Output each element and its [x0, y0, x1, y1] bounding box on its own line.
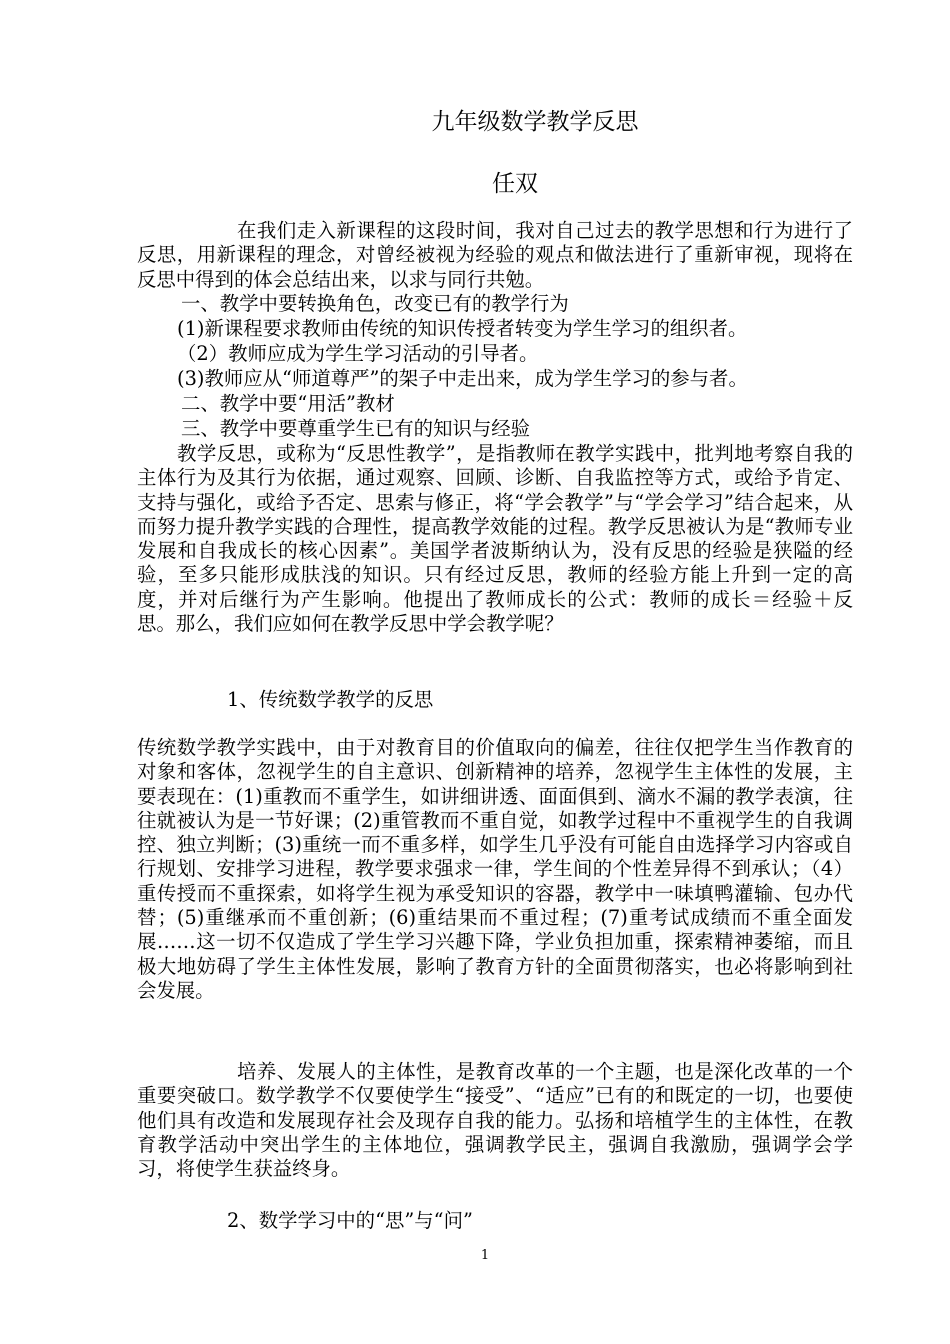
page-number: 1	[480, 1248, 490, 1263]
section-2-heading: 2、数学学习中的“思”与“问”	[227, 1209, 473, 1232]
section-1-paragraph: 传统数学教学实践中，由于对教育目的价值取向的偏差，往往仅把学生当作教育的对象和客体，忽视学生的自主意识、创新精神的培养，忽视学生主体性的发展，主要表现在：(1)重教而不重学生，如讲细讲透、面面俱到、滴水不漏的教学表演，往往就被认为是一节好课；(2)重管教而不重自觉，如教学过程中不重视学生的自我调控、独立判断；(3)重统一而不重多样，如学生几乎没有可能自由选择学习内容或自行规划、安排学习进程，教学要求强求一律，学生间的个性差异得不到承认；（4）重传授而不重探索，如将学生视为承受知识的容器，教学中一味填鸭灌输、包办代替；(5)重继承而不重创新；(6)重结果而不重过程；(7)重考试成绩而不重全面发展……这一切不仅造成了学生学习兴趣下降，学业负担加重，探索精神萎缩，而且极大地妨碍了学生主体性发展，影响了教育方针的全面贯彻落实，也必将影响到社会发展。	[137, 736, 853, 1002]
outline-item-3: 三、教学中要尊重学生已有的知识与经验	[181, 417, 531, 440]
outline-item-1-3: (3)教师应从“师道尊严”的架子中走出来，成为学生学习的参与者。	[177, 367, 748, 390]
section-1-heading: 1、传统数学教学的反思	[227, 688, 434, 711]
outline-item-1: 一、教学中要转换角色，改变已有的教学行为	[181, 292, 569, 315]
outline-item-2: 二、教学中要“用活”教材	[181, 392, 395, 415]
document-title: 九年级数学教学反思	[431, 109, 639, 135]
intro-paragraph: 在我们走入新课程的这段时间，我对自己过去的教学思想和行为进行了反思，用新课程的理念，对曾经被视为经验的观点和做法进行了重新审视，现将在反思中得到的体会总结出来，以求与同行共勉。	[137, 219, 853, 291]
section-1-paragraph-2: 培养、发展人的主体性，是教育改革的一个主题，也是深化改革的一个重要突破口。数学教学不仅要使学生“接受”、“适应”已有的和既定的一切，也要使他们具有改造和发展现存社会及现存自我的能力。弘扬和培植学生的主体性，在教育教学活动中突出学生的主体地位，强调教学民主，强调自我激励，强调学会学习，将使学生获益终身。	[137, 1060, 853, 1181]
outline-item-1-2: （2）教师应成为学生学习活动的引导者。	[177, 342, 539, 365]
author-name: 任双	[492, 171, 538, 197]
reflection-paragraph: 教学反思，或称为“反思性教学”，是指教师在教学实践中，批判地考察自我的主体行为及其行为依据，通过观察、回顾、诊断、自我监控等方式，或给予肯定、支持与强化，或给予否定、思索与修正，将“学会教学”与“学会学习”结合起来，从而努力提升教学实践的合理性，提高教学效能的过程。教学反思被认为是“教师专业发展和自我成长的核心因素”。美国学者波斯纳认为，没有反思的经验是狭隘的经验，至多只能形成肤浅的知识。只有经过反思，教师的经验方能上升到一定的高度，并对后继行为产生影响。他提出了教师成长的公式：教师的成长＝经验＋反思。那么，我们应如何在教学反思中学会教学呢？	[137, 442, 853, 636]
outline-item-1-1: (1)新课程要求教师由传统的知识传授者转变为学生学习的组织者。	[177, 317, 748, 340]
